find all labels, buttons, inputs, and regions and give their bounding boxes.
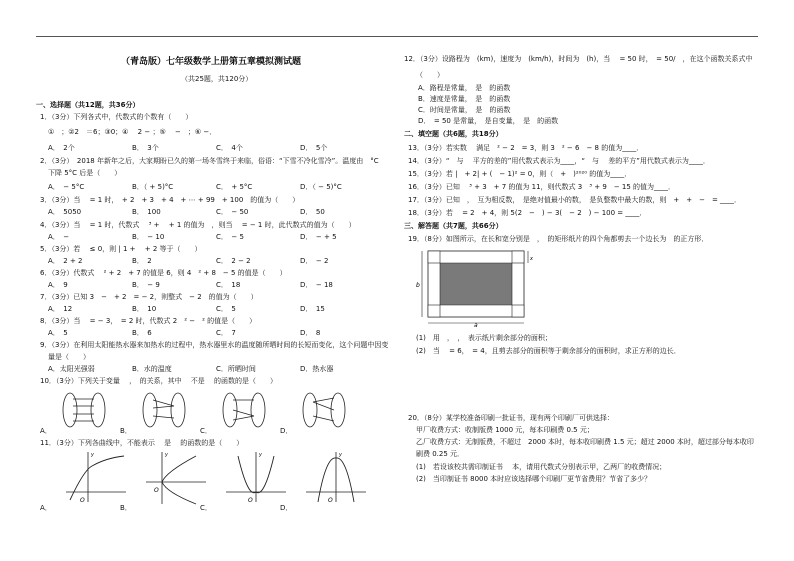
- section-solve: 三、解答题（共7题，共66分）: [404, 222, 503, 230]
- curve-a: [66, 452, 126, 504]
- q6-a: A． 9: [48, 281, 68, 289]
- q6-b: B． − 9: [132, 281, 160, 289]
- q3-c: C． − 50: [216, 208, 249, 216]
- page-title: （青岛版）七年级数学上册第五章模拟测试题: [121, 57, 302, 67]
- curve-c: [226, 452, 286, 504]
- q9-c: C．所晒时间: [216, 365, 256, 373]
- q7: 7．（3分）已知 3 − + 2 = − 2，则整式 − 2 的值为（ ）: [40, 293, 258, 301]
- q5-a: A． 2 + 2: [48, 257, 83, 265]
- top-rule: [36, 36, 758, 37]
- q7-a: A． 12: [48, 305, 73, 313]
- curve-b: [146, 452, 206, 504]
- y-axis-label: y: [339, 452, 342, 458]
- q9-line2: 量是（ ）: [48, 353, 90, 361]
- q8: 8．（3分）当 = − 3， = 2 时，代数式 2 ² − ² 的值是（ ）: [40, 317, 257, 325]
- q5-d: D． − 2: [300, 257, 329, 265]
- y-axis-label: y: [259, 452, 262, 458]
- q3-a: A． 5050: [48, 208, 82, 216]
- q1-d: D． 5个: [300, 144, 328, 152]
- q1-a: A． 2个: [48, 144, 75, 152]
- label-b: b: [416, 282, 420, 289]
- q15: 15．（3分）若 | + 2| + ( − 1)² = 0，则（ + )²⁰²⁰ 的值为____．: [408, 170, 632, 178]
- q9-a: A．太阳光强弱: [48, 365, 95, 373]
- q10: 10．（3分）下列关于变量 ， 的关系，其中 不是 的函数的是（ ）: [40, 377, 278, 385]
- section-choice: 一、选择题（共12题，共36分）: [36, 101, 140, 109]
- q16: 16．（3分）已知 ³ + 3 + 7 的值为 11，则代数式 3 ³ + 9 − 15 的值为____．: [408, 183, 676, 191]
- q18: 18．（3分）若 = 2 + 4，则 5(2 − ) − 3( − 2 ) − 100 = ____．: [408, 209, 647, 217]
- q20-factory-b-line2: 刷费 0.25 元．: [416, 450, 465, 458]
- q12-d: D． = 50 是常量， 是自变量， 是 的函数: [418, 117, 559, 125]
- origin-label: O: [328, 497, 333, 504]
- q3: 3．（3分）当 = 1 时， + 2 + 3 + 4 + ⋯ + 99 + 100 的值为（ ）: [40, 196, 300, 204]
- q4-d: D． − + 5: [300, 233, 337, 241]
- q4-a: A． −: [48, 233, 70, 241]
- mapping-a: [63, 393, 105, 427]
- q5-c: C． 2 − 2: [216, 257, 251, 265]
- mapping-b: [143, 393, 185, 427]
- q7-b: B． 10: [132, 305, 157, 313]
- q2-d: D．（ − 5)°C: [300, 183, 342, 191]
- q20-factory-b-line1: 乙厂收费方式：无制版费，不超过 2000 本时，每本收印刷费 1.5 元；超过 2000 本时，超过部分每本收印: [416, 438, 754, 446]
- q12-a: A．路程是常量， 是 的函数: [418, 84, 511, 92]
- q3-b: B． 100: [132, 208, 161, 216]
- mapping-d: [303, 393, 345, 427]
- q4-c: C． − 5: [216, 233, 244, 241]
- q12-c: C．时间是常量， 是 的函数: [418, 106, 511, 114]
- q4-b: B． − 10: [132, 233, 165, 241]
- q11-a: A．: [40, 504, 52, 512]
- q12-b: B．速度是常量， 是 的函数: [418, 95, 511, 103]
- q20-part2: (2) 当印制证书 8000 本时应该选择哪个印刷厂更节省费用？节省了多少？: [416, 475, 652, 483]
- q7-c: C． 5: [216, 305, 236, 313]
- q8-a: A． 5: [48, 329, 68, 337]
- q10-b: B．: [120, 427, 132, 435]
- origin-label: O: [154, 487, 159, 494]
- q6-c: C． 18: [216, 281, 241, 289]
- section-fill: 二、填空题（共6题，共18分）: [404, 130, 503, 138]
- q12-line2: （ ）: [416, 71, 444, 79]
- label-a: a: [474, 322, 478, 329]
- q11-c: C．: [200, 504, 212, 512]
- q11-b: B．: [120, 504, 132, 512]
- q20-part1: (1) 若设该校共需印制证书 本，请用代数式分别表示甲，乙两厂的收费情况；: [416, 463, 667, 471]
- q20-factory-a: 甲厂收费方式：收制版费 1000 元，每本印刷费 0.5 元；: [416, 426, 594, 434]
- q2-line2: 下降 5°C 后是（ ）: [48, 169, 122, 177]
- q6-d: D． − 18: [300, 281, 333, 289]
- q10-a: A．: [40, 427, 52, 435]
- q19-part2: (2) 当 = 6， = 4，且剪去部分的面积等于剩余部分的面积时，求正方形的边长．: [416, 347, 681, 355]
- q10-d: D．: [280, 427, 293, 435]
- q10-c: C．: [200, 427, 212, 435]
- q14: 14．（3分）“ 与 平方的差的”用代数式表示为____，“ 与 差的平方”用代数式表示为____．: [408, 157, 710, 165]
- q20: 20．（8分）某学校准备印刷一批证书，现有两个印刷厂可供选择：: [408, 414, 614, 422]
- q1-c: C． 4个: [216, 144, 243, 152]
- q4: 4．（3分）当 = 1 时，代数式 ³ + + 1 的值为 ，则当 = − 1 时，此代数式的值为（ ）: [40, 221, 356, 229]
- q8-d: D． 8: [300, 329, 321, 337]
- origin-label: O: [80, 497, 85, 504]
- q11-curve-figures: [66, 452, 386, 504]
- q9-line1: 9．（3分）在利用太阳能热水器来加热水的过程中，热水器里水的温度随所晒时间的长短而变化，这个问题中因变: [40, 341, 389, 349]
- y-axis-label: y: [165, 452, 168, 458]
- q9-b: B．水的温度: [132, 365, 172, 373]
- page-subtitle: （共25题，共120分）: [181, 75, 253, 83]
- q8-b: B． 6: [132, 329, 152, 337]
- q10-mapping-figures: [56, 390, 376, 430]
- q19: 19．（8分）如图所示，在长和宽分别是 ， 的矩形纸片的四个角都剪去一个边长为 的正方形．: [408, 235, 709, 243]
- q5: 5．（3分）若 ≤ 0，则 | 1 + + 2 等于（ ）: [40, 245, 202, 253]
- q2-a: A． − 5°C: [48, 183, 85, 191]
- q19-part1: (1) 用 ， ， 表示纸片剩余部分的面积；: [416, 334, 552, 342]
- q1-items: ① ；②2 ＝6；③0；④ 2 − ；⑤ − ；⑥ −．: [48, 128, 217, 136]
- q13: 13．（3分）若实数 满足 ² − 2 = 3，则 3 ² − 6 − 8 的值为____．: [408, 144, 644, 152]
- q1-b: B． 3个: [132, 144, 159, 152]
- curve-d: [306, 452, 366, 504]
- q11-d: D．: [280, 504, 293, 512]
- origin-label: O: [248, 497, 253, 504]
- q2-c: C． + 5°C: [216, 183, 253, 191]
- y-axis-label: y: [91, 452, 94, 458]
- q11: 11．（3分）下列各曲线中，不能表示 是 的函数的是（ ）: [40, 439, 244, 447]
- q2-line1: 2．（3分） 2018 年新年之后，大家期盼已久的第一场冬雪终于来临，俗语：“下雪不冷化雪冷”。温度由 °C: [40, 157, 379, 165]
- label-x: x: [530, 256, 533, 262]
- q9-d: D．热水器: [300, 365, 334, 373]
- q5-b: B． 2: [132, 257, 152, 265]
- q7-d: D． 15: [300, 305, 325, 313]
- q1: 1．（3分）下列各式中，代数式的个数有（ ）: [40, 113, 193, 121]
- q17: 17．（3分）已知 ， 互为相反数， 是绝对值最小的数， 是负整数中最大的数，则 + + − = ____．: [408, 196, 742, 204]
- mapping-c: [223, 393, 265, 427]
- q2-b: B．（ + 5)°C: [132, 183, 174, 191]
- q19-rectangle-figure: [416, 249, 540, 329]
- q3-d: D． 50: [300, 208, 325, 216]
- q6: 6．（3分）代数式 ² + 2 + 7 的值是 6，则 4 ² + 8 − 5 的值是（ ）: [40, 269, 287, 277]
- q8-c: C． 7: [216, 329, 236, 337]
- q12-line1: 12．（3分）设路程为 (km)，速度为 (km/h)，时间为 (h)，当 = 50 时， = 50/ ，在这个函数关系式中: [404, 55, 753, 63]
